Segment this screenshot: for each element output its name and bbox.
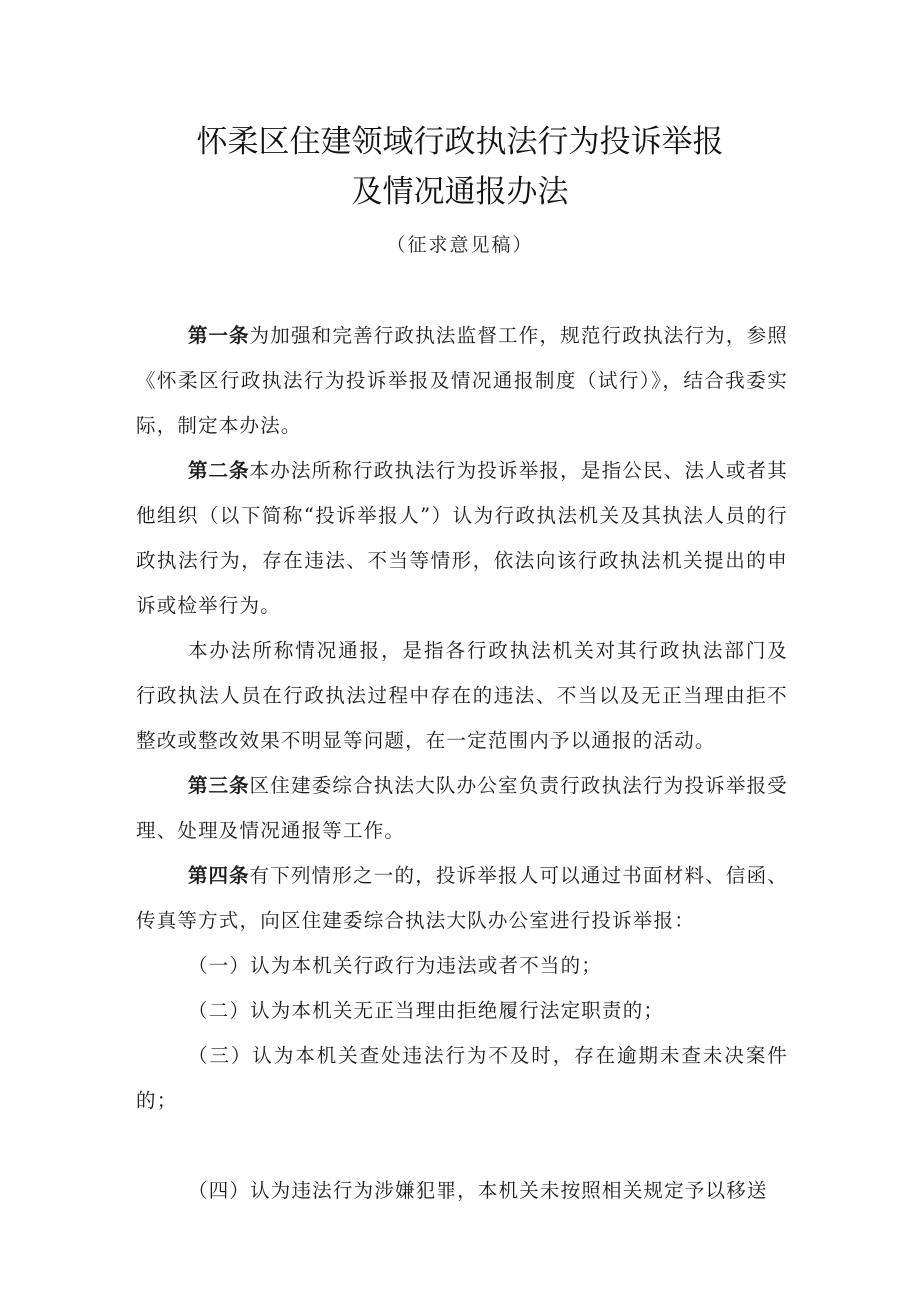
spacer (136, 1123, 788, 1168)
document-body (136, 313, 788, 1213)
list-item-4: （四）认为违法行为涉嫌犯罪，本机关未按照相关规定予以移送 (188, 1179, 768, 1202)
paragraph-text: 本办法所称情况通报，是指各行政执法机关对其行政执法部门及行政执法人员在行政执法过程中存在的违法、不当以及无正当理由拒不整改或整改效果不明显等问题，在一定范围内予以通报的活动。 (136, 639, 788, 752)
article-4 (136, 853, 788, 943)
article-2 (136, 448, 788, 628)
article-heading: 第三条 (188, 774, 250, 797)
article-heading: 第二条 (188, 459, 250, 482)
list-item-2: （二）认为本机关无正当理由拒绝履行法定职责的； (188, 999, 665, 1022)
article-3 (136, 763, 788, 853)
document-title-line1: 怀柔区住建领域行政执法行为投诉举报 (196, 124, 724, 160)
article-text: 本办法所称行政执法行为投诉举报，是指公民、法人或者其他组织（以下简称“投诉举报人”）认为行政执法机关及其执法人员的行政执法行为，存在违法、不当等情形，依法向该行政执法机关提出的申诉或检举行为。 (136, 459, 788, 617)
article-text: 为加强和完善行政执法监督工作，规范行政执法行为，参照《怀柔区行政执法行为投诉举报及情况通报制度（试行）》，结合我委实际，制定本办法。 (136, 324, 788, 437)
document-title-line2: 及情况通报办法 (351, 174, 569, 210)
list-item-1: （一）认为本机关行政行为违法或者不当的； (188, 954, 603, 977)
paragraph-notification (136, 628, 788, 763)
article-text: 有下列情形之一的，投诉举报人可以通过书面材料、信函、传真等方式，向区住建委综合执法大队办公室进行投诉举报： (136, 864, 788, 932)
document-subtitle: （征求意见稿） (386, 234, 534, 256)
list-item-3: （三）认为本机关查处违法行为不及时，存在逾期未查未决案件的； (136, 1044, 788, 1112)
article-heading: 第一条 (188, 324, 250, 347)
article-1 (136, 313, 788, 448)
article-heading: 第四条 (188, 864, 250, 887)
article-text: 区住建委综合执法大队办公室负责行政执法行为投诉举报受理、处理及情况通报等工作。 (136, 774, 788, 842)
